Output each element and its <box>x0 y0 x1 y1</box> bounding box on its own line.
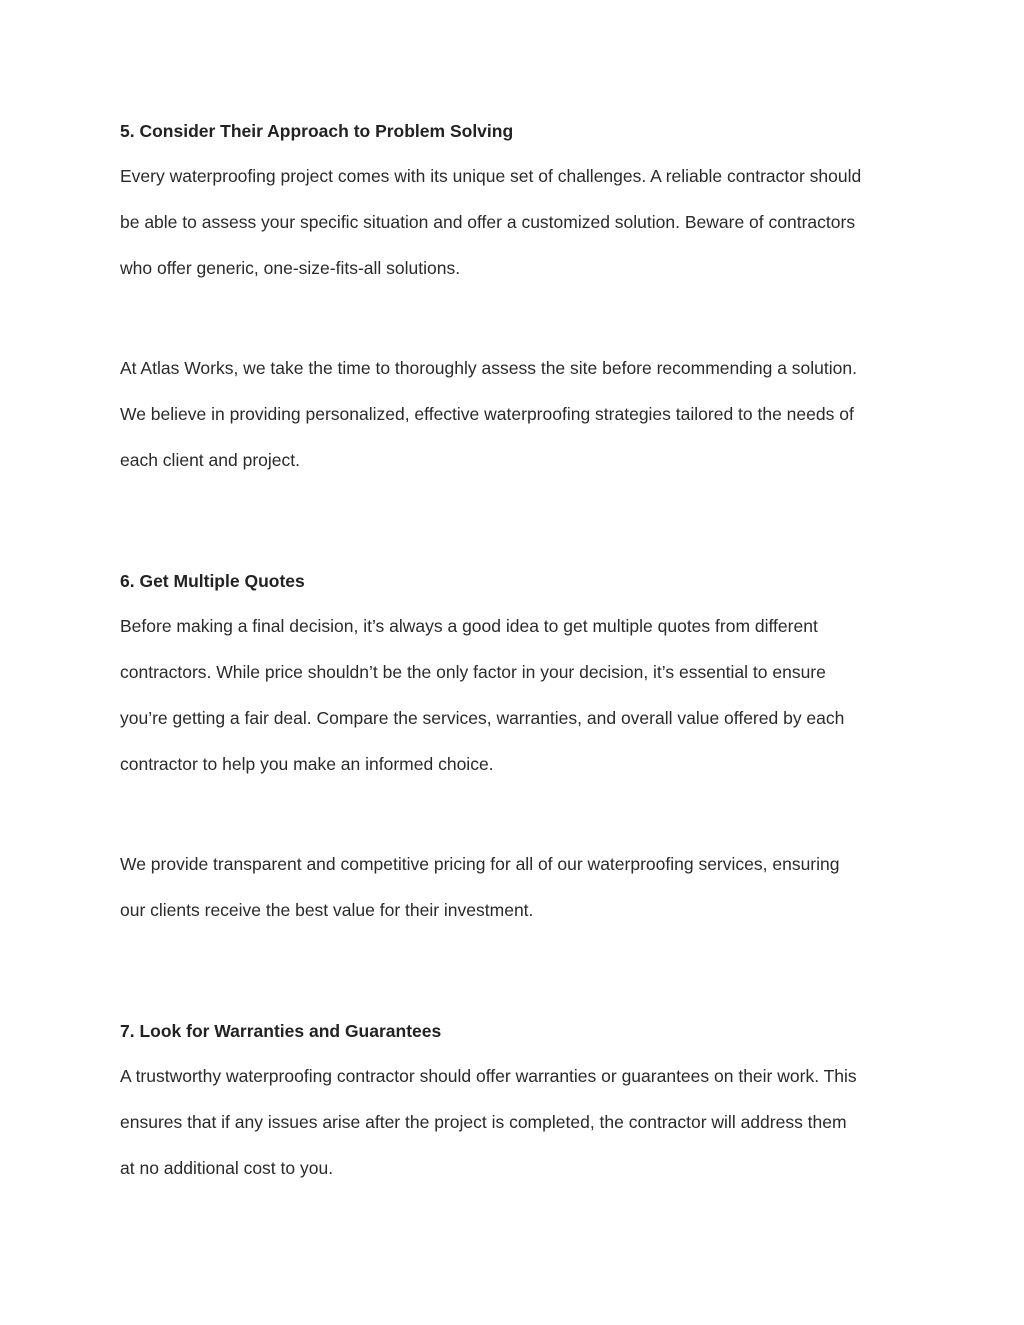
paragraph-line: At Atlas Works, we take the time to thoroughly assess the site before recommending a solution. <box>120 358 857 378</box>
paragraph-line: contractors. While price shouldn’t be the only factor in your decision, it’s essential to ensure <box>120 662 826 682</box>
paragraph-line: you’re getting a fair deal. Compare the services, warranties, and overall value offered by each <box>120 708 845 728</box>
paragraph-line: be able to assess your specific situation and offer a customized solution. Beware of contractors <box>120 212 856 232</box>
paragraph-line: We provide transparent and competitive pricing for all of our waterproofing services, ensuring <box>120 854 840 874</box>
section-heading: 7. Look for Warranties and Guarantees <box>120 1021 442 1041</box>
paragraph-line: contractor to help you make an informed choice. <box>120 754 494 774</box>
section-heading: 5. Consider Their Approach to Problem Solving <box>120 121 514 141</box>
paragraph-line: who offer generic, one-size-fits-all solutions. <box>120 258 461 278</box>
paragraph-line: at no additional cost to you. <box>120 1158 334 1178</box>
paragraph-line: ensures that if any issues arise after the project is completed, the contractor will address them <box>120 1112 847 1132</box>
paragraph-line: We believe in providing personalized, effective waterproofing strategies tailored to the needs of <box>120 404 854 424</box>
paragraph-line: our clients receive the best value for their investment. <box>120 900 534 920</box>
paragraph-line: A trustworthy waterproofing contractor should offer warranties or guarantees on their work. This <box>120 1066 857 1086</box>
paragraph-line: Before making a final decision, it’s always a good idea to get multiple quotes from different <box>120 616 818 636</box>
section-heading: 6. Get Multiple Quotes <box>120 571 305 591</box>
paragraph-line: each client and project. <box>120 450 300 470</box>
paragraph-line: Every waterproofing project comes with its unique set of challenges. A reliable contractor should <box>120 166 862 186</box>
